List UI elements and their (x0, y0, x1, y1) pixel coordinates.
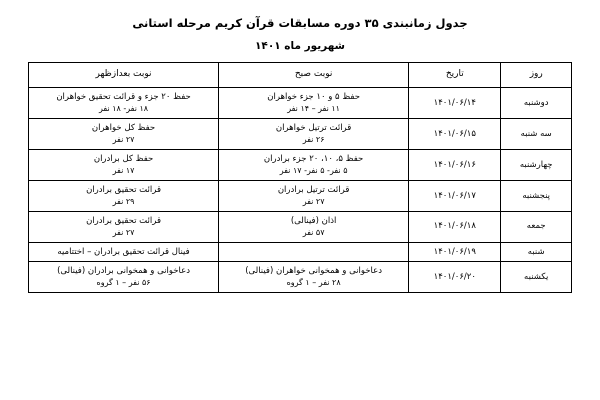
cell-afternoon-title: قرائت تحقیق برادران (86, 215, 162, 226)
cell-morning-count: ۵۷ نفر (302, 227, 325, 237)
cell-afternoon-title: حفظ ۲۰ جزء و قرائت تحقیق خواهران (56, 92, 191, 102)
cell-morning-title: اذان (فینالی) (290, 215, 337, 226)
table-header-row (29, 63, 572, 88)
cell-day: جمعه (501, 211, 572, 242)
table-row (29, 149, 572, 180)
cell-morning-title: حفظ ۵، ۱۰، ۲۰ جزء برادران (263, 153, 364, 164)
schedule-table (28, 62, 572, 293)
table-row (29, 261, 572, 292)
cell-day: شنبه (501, 242, 572, 261)
cell-morning-title: دعاخوانی و همخوانی خواهران (فینالی) (245, 265, 382, 276)
cell-morning-title: قرائت ترتیل برادران (277, 184, 350, 195)
cell-afternoon-count: ۱۷ نفر (112, 166, 135, 176)
cell-afternoon-title: قرائت تحقیق برادران (86, 184, 162, 195)
cell-afternoon-count: ۲۷ نفر (112, 135, 135, 145)
cell-afternoon-title: دعاخوانی و همخوانی برادران (فینالی) (57, 265, 190, 276)
cell-date: ۱۴۰۱/۰۶/۱۵ (409, 118, 501, 149)
cell-day: سه شنبه (501, 118, 572, 149)
cell-morning-count: ۲۸ نفر – ۱ گروه (286, 278, 341, 288)
cell-afternoon-count: ۵۶ نفر – ۱ گروه (96, 278, 151, 288)
cell-morning (219, 180, 409, 211)
cell-afternoon (29, 88, 219, 119)
cell-afternoon-count: ۲۷ نفر (112, 227, 135, 237)
cell-afternoon-title: فینال قرائت تحقیق برادران – اختتامیه (57, 246, 190, 257)
cell-afternoon (29, 211, 219, 242)
cell-morning (219, 242, 409, 261)
cell-morning (219, 88, 409, 119)
cell-afternoon (29, 242, 219, 261)
table-row (29, 88, 572, 119)
cell-day: یکشنبه (501, 261, 572, 292)
table-row (29, 211, 572, 242)
cell-morning (219, 261, 409, 292)
cell-morning (219, 149, 409, 180)
cell-morning-count: ۲۷ نفر (302, 197, 325, 207)
table-row (29, 118, 572, 149)
table-row (29, 180, 572, 211)
cell-morning (219, 118, 409, 149)
cell-morning-title: قرائت ترتیل خواهران (275, 122, 352, 133)
cell-morning (219, 211, 409, 242)
cell-date: ۱۴۰۱/۰۶/۱۹ (409, 242, 501, 261)
cell-date: ۱۴۰۱/۰۶/۱۴ (409, 88, 501, 119)
cell-afternoon (29, 149, 219, 180)
cell-afternoon-title: حفظ کل خواهران (91, 122, 156, 133)
cell-day: چهارشنبه (501, 149, 572, 180)
column-header-day: روز (501, 63, 572, 88)
page-title: جدول زمانبندی ۳۵ دوره مسابقات قرآن کریم مرحله استانی (132, 16, 468, 30)
cell-morning-title: حفظ ۵ و ۱۰ جزء خواهران (267, 92, 360, 102)
column-header-afternoon: نوبت بعدازظهر (29, 63, 219, 88)
cell-date: ۱۴۰۱/۰۶/۱۶ (409, 149, 501, 180)
cell-afternoon (29, 261, 219, 292)
column-header-date: تاریخ (409, 63, 501, 88)
cell-afternoon-count: ۱۸ نفر- ۱۸ نفر (98, 104, 149, 114)
column-header-morning: نوبت صبح (219, 63, 409, 88)
table-row (29, 242, 572, 261)
cell-day: دوشنبه (501, 88, 572, 119)
cell-date: ۱۴۰۱/۰۶/۱۸ (409, 211, 501, 242)
cell-afternoon-title: حفظ کل برادران (93, 153, 154, 164)
cell-morning-count: ۱۱ نفر – ۱۴ نفر (287, 104, 340, 114)
cell-morning-count: ۵ نفر- ۵ نفر- ۱۷ نفر (279, 166, 348, 176)
cell-afternoon (29, 180, 219, 211)
cell-date: ۱۴۰۱/۰۶/۲۰ (409, 261, 501, 292)
cell-morning-count: ۲۶ نفر (302, 135, 325, 145)
cell-afternoon (29, 118, 219, 149)
cell-date: ۱۴۰۱/۰۶/۱۷ (409, 180, 501, 211)
cell-day: پنجشنبه (501, 180, 572, 211)
cell-afternoon-count: ۲۹ نفر (112, 197, 135, 207)
page-subtitle: شهریور ماه ۱۴۰۱ (255, 40, 345, 52)
